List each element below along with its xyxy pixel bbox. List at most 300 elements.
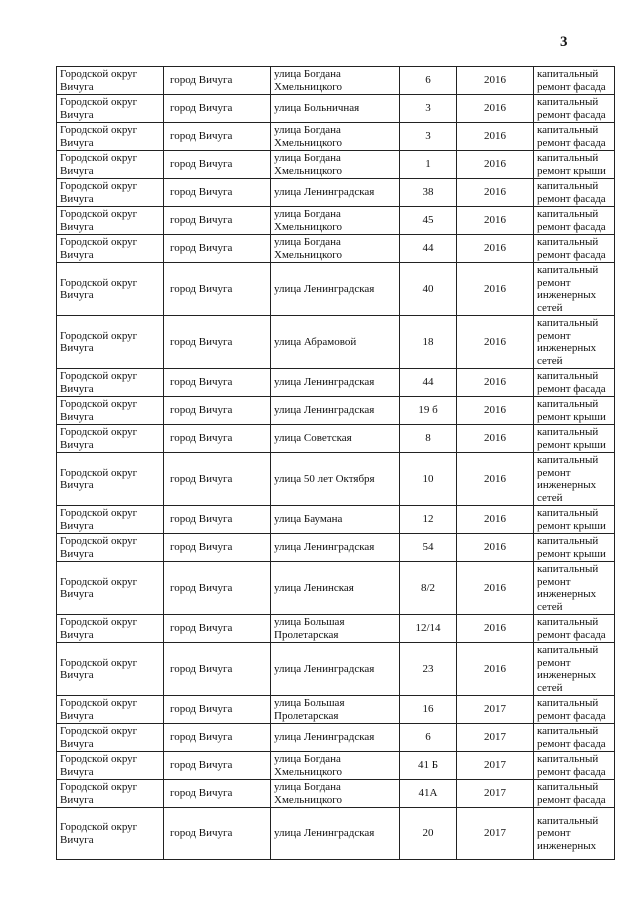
work-type-cell [534, 207, 615, 235]
work-type-cell [534, 316, 615, 369]
work-type-cell [534, 67, 615, 95]
street-cell [271, 207, 400, 235]
work-type-cell-text: капитальный ремонт крыши [537, 152, 606, 177]
year-cell [457, 752, 534, 780]
district-cell-text: Городской округ Вичуга [60, 152, 138, 177]
house-number-cell-text: 19 б [418, 404, 438, 417]
district-cell [57, 780, 164, 808]
city-cell [164, 425, 271, 453]
district-cell-text: Городской округ Вичуга [60, 575, 138, 600]
city-cell [164, 808, 271, 860]
year-cell-text: 2016 [484, 282, 506, 295]
table-row [57, 453, 615, 506]
table-row [57, 724, 615, 752]
house-number-cell [400, 696, 457, 724]
city-cell-text: город Вичуга [170, 158, 233, 171]
table-row [57, 808, 615, 860]
work-type-cell [534, 506, 615, 534]
house-number-cell-text: 16 [422, 703, 434, 716]
year-cell [457, 151, 534, 179]
work-type-cell [534, 123, 615, 151]
city-cell [164, 453, 271, 506]
city-cell-text: город Вичуга [170, 214, 233, 227]
year-cell-text: 2016 [484, 130, 506, 143]
city-cell-text: город Вичуга [170, 472, 233, 485]
work-type-cell-text: капитальный ремонт инженерных сетей [537, 563, 599, 613]
year-cell-text: 2016 [484, 186, 506, 199]
work-type-cell [534, 615, 615, 643]
street-cell-text: улица Большая Пролетарская [274, 616, 345, 641]
house-number-cell [400, 506, 457, 534]
house-number-cell-text: 3 [425, 130, 431, 143]
district-cell [57, 95, 164, 123]
work-type-cell [534, 95, 615, 123]
table-row [57, 643, 615, 696]
work-type-cell-text: капитальный ремонт фасада [537, 236, 606, 261]
city-cell [164, 123, 271, 151]
year-cell [457, 506, 534, 534]
city-cell-text: город Вичуга [170, 282, 233, 295]
house-number-cell-text: 44 [422, 376, 434, 389]
district-cell [57, 643, 164, 696]
house-number-cell-text: 41 Б [417, 759, 439, 772]
year-cell [457, 263, 534, 316]
district-cell [57, 235, 164, 263]
year-cell [457, 179, 534, 207]
street-cell-text: улица Богдана Хмельницкого [274, 781, 342, 806]
year-cell-text: 2017 [484, 759, 506, 772]
street-cell-text: улица Богдана Хмельницкого [274, 208, 342, 233]
house-number-cell-text: 44 [422, 242, 434, 255]
work-type-cell-text: капитальный ремонт фасада [537, 96, 606, 121]
table-row [57, 95, 615, 123]
table-row [57, 534, 615, 562]
table-row [57, 696, 615, 724]
city-cell-text: город Вичуга [170, 759, 233, 772]
house-number-cell-text: 6 [425, 731, 431, 744]
district-cell-text: Городской округ Вичуга [60, 276, 138, 301]
table-row [57, 615, 615, 643]
street-cell [271, 780, 400, 808]
district-cell-text: Городской округ Вичуга [60, 370, 138, 395]
table-row [57, 235, 615, 263]
house-number-cell [400, 123, 457, 151]
year-cell-text: 2016 [484, 376, 506, 389]
year-cell [457, 425, 534, 453]
house-number-cell [400, 615, 457, 643]
city-cell-text: город Вичуга [170, 130, 233, 143]
city-cell [164, 179, 271, 207]
table-row [57, 397, 615, 425]
table-row [57, 179, 615, 207]
district-cell-text: Городской округ Вичуга [60, 466, 138, 491]
house-number-cell [400, 752, 457, 780]
year-cell [457, 67, 534, 95]
district-cell [57, 207, 164, 235]
work-type-cell-text: капитальный ремонт инженерных сетей [537, 317, 599, 367]
table-row [57, 316, 615, 369]
district-cell-text: Городской округ Вичуга [60, 124, 138, 149]
district-cell [57, 453, 164, 506]
city-cell [164, 562, 271, 615]
year-cell [457, 615, 534, 643]
district-cell [57, 724, 164, 752]
street-cell [271, 724, 400, 752]
city-cell [164, 95, 271, 123]
house-number-cell [400, 67, 457, 95]
street-cell [271, 95, 400, 123]
district-cell-text: Городской округ Вичуга [60, 208, 138, 233]
house-number-cell [400, 179, 457, 207]
table-row [57, 263, 615, 316]
district-cell [57, 369, 164, 397]
year-cell-text: 2016 [484, 404, 506, 417]
street-cell-text: улица Богдана Хмельницкого [274, 236, 342, 261]
work-type-cell [534, 369, 615, 397]
work-type-cell [534, 562, 615, 615]
work-type-cell [534, 425, 615, 453]
work-type-cell-text: капитальный ремонт крыши [537, 535, 606, 560]
city-cell-text: город Вичуга [170, 662, 233, 675]
city-cell [164, 506, 271, 534]
city-cell-text: город Вичуга [170, 74, 233, 87]
work-type-cell [534, 534, 615, 562]
street-cell-text: улица Ленинградская [274, 662, 375, 675]
table-row [57, 369, 615, 397]
city-cell [164, 67, 271, 95]
city-cell-text: город Вичуга [170, 731, 233, 744]
house-number-cell-text: 41А [418, 787, 438, 800]
work-type-cell-text: капитальный ремонт фасада [537, 725, 606, 750]
year-cell-text: 2016 [484, 541, 506, 554]
house-number-cell-text: 23 [422, 662, 434, 675]
street-cell [271, 615, 400, 643]
house-number-cell-text: 8/2 [420, 581, 436, 594]
city-cell-text: город Вичуга [170, 376, 233, 389]
street-cell [271, 506, 400, 534]
house-number-cell-text: 40 [422, 282, 434, 295]
district-cell-text: Городской округ Вичуга [60, 781, 138, 806]
house-number-cell [400, 453, 457, 506]
year-cell-text: 2016 [484, 622, 506, 635]
street-cell [271, 808, 400, 860]
district-cell-text: Городской округ Вичуга [60, 180, 138, 205]
year-cell [457, 207, 534, 235]
year-cell-text: 2016 [484, 581, 506, 594]
repair-schedule-table [56, 66, 615, 860]
work-type-cell [534, 235, 615, 263]
house-number-cell-text: 1 [425, 158, 431, 171]
year-cell-text: 2017 [484, 787, 506, 800]
district-cell [57, 123, 164, 151]
district-cell-text: Городской округ Вичуга [60, 535, 138, 560]
city-cell-text: город Вичуга [170, 513, 233, 526]
district-cell-text: Городской округ Вичуга [60, 697, 138, 722]
work-type-cell [534, 724, 615, 752]
work-type-cell [534, 453, 615, 506]
district-cell-text: Городской округ Вичуга [60, 616, 138, 641]
street-cell-text: улица Абрамовой [274, 335, 357, 348]
city-cell-text: город Вичуга [170, 703, 233, 716]
year-cell-text: 2016 [484, 662, 506, 675]
city-cell-text: город Вичуга [170, 335, 233, 348]
district-cell-text: Городской округ Вичуга [60, 96, 138, 121]
table-row [57, 123, 615, 151]
work-type-cell-text: капитальный ремонт инженерных сетей [537, 644, 599, 694]
year-cell [457, 316, 534, 369]
district-cell-text: Городской округ Вичуга [60, 507, 138, 532]
table-row [57, 207, 615, 235]
table-row [57, 562, 615, 615]
year-cell [457, 123, 534, 151]
house-number-cell-text: 18 [422, 335, 434, 348]
street-cell-text: улица Ленинская [274, 581, 354, 594]
street-cell-text: улица Богдана Хмельницкого [274, 124, 342, 149]
city-cell-text: город Вичуга [170, 404, 233, 417]
table-row [57, 425, 615, 453]
city-cell [164, 724, 271, 752]
year-cell [457, 453, 534, 506]
work-type-cell [534, 752, 615, 780]
house-number-cell [400, 369, 457, 397]
street-cell [271, 67, 400, 95]
house-number-cell-text: 6 [425, 74, 431, 87]
district-cell [57, 696, 164, 724]
year-cell-text: 2016 [484, 214, 506, 227]
table-row [57, 780, 615, 808]
year-cell [457, 724, 534, 752]
year-cell-text: 2017 [484, 731, 506, 744]
year-cell [457, 534, 534, 562]
street-cell-text: улица 50 лет Октября [274, 472, 375, 485]
work-type-cell-text: капитальный ремонт фасада [537, 124, 606, 149]
year-cell [457, 397, 534, 425]
street-cell-text: улица Ленинградская [274, 404, 375, 417]
street-cell-text: улица Богдана Хмельницкого [274, 152, 342, 177]
house-number-cell-text: 20 [422, 827, 434, 840]
district-cell-text: Городской округ Вичуга [60, 725, 138, 750]
district-cell-text: Городской округ Вичуга [60, 753, 138, 778]
street-cell [271, 425, 400, 453]
year-cell [457, 696, 534, 724]
work-type-cell-text: капитальный ремонт фасада [537, 370, 606, 395]
year-cell-text: 2016 [484, 432, 506, 445]
street-cell-text: улица Богдана Хмельницкого [274, 753, 342, 778]
street-cell [271, 151, 400, 179]
house-number-cell [400, 562, 457, 615]
street-cell-text: улица Ленинградская [274, 186, 375, 199]
street-cell-text: улица Советская [274, 432, 352, 445]
year-cell [457, 235, 534, 263]
house-number-cell [400, 780, 457, 808]
street-cell [271, 752, 400, 780]
house-number-cell-text: 10 [422, 472, 434, 485]
year-cell [457, 780, 534, 808]
city-cell [164, 643, 271, 696]
city-cell-text: город Вичуга [170, 787, 233, 800]
city-cell-text: город Вичуга [170, 186, 233, 199]
year-cell-text: 2016 [484, 335, 506, 348]
street-cell-text: улица Баумана [274, 513, 343, 526]
street-cell [271, 534, 400, 562]
district-cell-text: Городской округ Вичуга [60, 398, 138, 423]
city-cell [164, 780, 271, 808]
work-type-cell-text: капитальный ремонт фасада [537, 697, 606, 722]
house-number-cell-text: 3 [425, 102, 431, 115]
year-cell-text: 2016 [484, 102, 506, 115]
street-cell [271, 179, 400, 207]
street-cell [271, 263, 400, 316]
district-cell [57, 615, 164, 643]
year-cell [457, 95, 534, 123]
district-cell-text: Городской округ Вичуга [60, 426, 138, 451]
house-number-cell [400, 534, 457, 562]
work-type-cell-text: капитальный ремонт фасада [537, 616, 606, 641]
street-cell-text: улица Ленинградская [274, 541, 375, 554]
city-cell [164, 235, 271, 263]
house-number-cell [400, 151, 457, 179]
work-type-cell-text: капитальный ремонт фасада [537, 68, 606, 93]
city-cell-text: город Вичуга [170, 102, 233, 115]
work-type-cell [534, 151, 615, 179]
street-cell-text: улица Большая Пролетарская [274, 697, 345, 722]
year-cell-text: 2016 [484, 472, 506, 485]
city-cell [164, 615, 271, 643]
work-type-cell-text: капитальный ремонт фасада [537, 180, 606, 205]
table-row [57, 506, 615, 534]
house-number-cell [400, 263, 457, 316]
year-cell-text: 2017 [484, 703, 506, 716]
street-cell-text: улица Богдана Хмельницкого [274, 68, 342, 93]
city-cell [164, 151, 271, 179]
district-cell [57, 67, 164, 95]
work-type-cell [534, 696, 615, 724]
house-number-cell-text: 12/14 [415, 622, 441, 635]
district-cell [57, 263, 164, 316]
work-type-cell [534, 808, 615, 860]
city-cell-text: город Вичуга [170, 581, 233, 594]
house-number-cell-text: 54 [422, 541, 434, 554]
work-type-cell-text: капитальный ремонт инженерных сетей [537, 264, 599, 314]
street-cell [271, 397, 400, 425]
house-number-cell-text: 12 [422, 513, 434, 526]
city-cell-text: город Вичуга [170, 622, 233, 635]
district-cell-text: Городской округ Вичуга [60, 329, 138, 354]
work-type-cell [534, 263, 615, 316]
house-number-cell [400, 808, 457, 860]
street-cell-text: улица Ленинградская [274, 376, 375, 389]
house-number-cell [400, 397, 457, 425]
house-number-cell [400, 316, 457, 369]
year-cell [457, 643, 534, 696]
house-number-cell [400, 235, 457, 263]
page-number: 3 [560, 34, 568, 50]
street-cell-text: улица Ленинградская [274, 827, 375, 840]
street-cell [271, 562, 400, 615]
district-cell [57, 506, 164, 534]
house-number-cell-text: 8 [425, 432, 431, 445]
city-cell-text: город Вичуга [170, 242, 233, 255]
house-number-cell-text: 45 [422, 214, 434, 227]
district-cell [57, 562, 164, 615]
table-body [57, 67, 615, 860]
street-cell-text: улица Ленинградская [274, 731, 375, 744]
city-cell [164, 207, 271, 235]
district-cell [57, 534, 164, 562]
work-type-cell-text: капитальный ремонт крыши [537, 426, 606, 451]
work-type-cell [534, 643, 615, 696]
work-type-cell-text: капитальный ремонт крыши [537, 507, 606, 532]
work-type-cell-text: капитальный ремонт инженерных сетей [537, 454, 599, 504]
city-cell [164, 263, 271, 316]
house-number-cell [400, 724, 457, 752]
work-type-cell-text: капитальный ремонт фасада [537, 753, 606, 778]
work-type-cell-text: капитальный ремонт крыши [537, 398, 606, 423]
city-cell [164, 696, 271, 724]
district-cell [57, 425, 164, 453]
district-cell [57, 151, 164, 179]
house-number-cell [400, 95, 457, 123]
year-cell [457, 369, 534, 397]
district-cell [57, 179, 164, 207]
house-number-cell [400, 643, 457, 696]
district-cell [57, 752, 164, 780]
district-cell [57, 808, 164, 860]
district-cell [57, 316, 164, 369]
street-cell [271, 235, 400, 263]
street-cell-text: улица Больничная [274, 102, 360, 115]
house-number-cell-text: 38 [422, 186, 434, 199]
district-cell-text: Городской округ Вичуга [60, 236, 138, 261]
district-cell-text: Городской округ Вичуга [60, 68, 138, 93]
street-cell-text: улица Ленинградская [274, 282, 375, 295]
city-cell-text: город Вичуга [170, 541, 233, 554]
table-row [57, 151, 615, 179]
work-type-cell [534, 397, 615, 425]
city-cell [164, 534, 271, 562]
city-cell-text: город Вичуга [170, 432, 233, 445]
house-number-cell [400, 207, 457, 235]
year-cell [457, 562, 534, 615]
street-cell [271, 643, 400, 696]
work-type-cell-text: капитальный ремонт фасада [537, 208, 606, 233]
year-cell-text: 2016 [484, 74, 506, 87]
table-row [57, 752, 615, 780]
table-row [57, 67, 615, 95]
house-number-cell [400, 425, 457, 453]
district-cell [57, 397, 164, 425]
street-cell [271, 123, 400, 151]
street-cell [271, 696, 400, 724]
work-type-cell-text: капитальный ремонт инженерных [537, 814, 599, 852]
district-cell-text: Городской округ Вичуга [60, 656, 138, 681]
city-cell [164, 316, 271, 369]
district-cell-text: Городской округ Вичуга [60, 821, 138, 846]
city-cell [164, 752, 271, 780]
street-cell [271, 369, 400, 397]
street-cell [271, 453, 400, 506]
city-cell [164, 397, 271, 425]
work-type-cell [534, 780, 615, 808]
year-cell-text: 2017 [484, 827, 506, 840]
year-cell-text: 2016 [484, 158, 506, 171]
year-cell-text: 2016 [484, 242, 506, 255]
year-cell [457, 808, 534, 860]
year-cell-text: 2016 [484, 513, 506, 526]
work-type-cell-text: капитальный ремонт фасада [537, 781, 606, 806]
street-cell [271, 316, 400, 369]
city-cell [164, 369, 271, 397]
